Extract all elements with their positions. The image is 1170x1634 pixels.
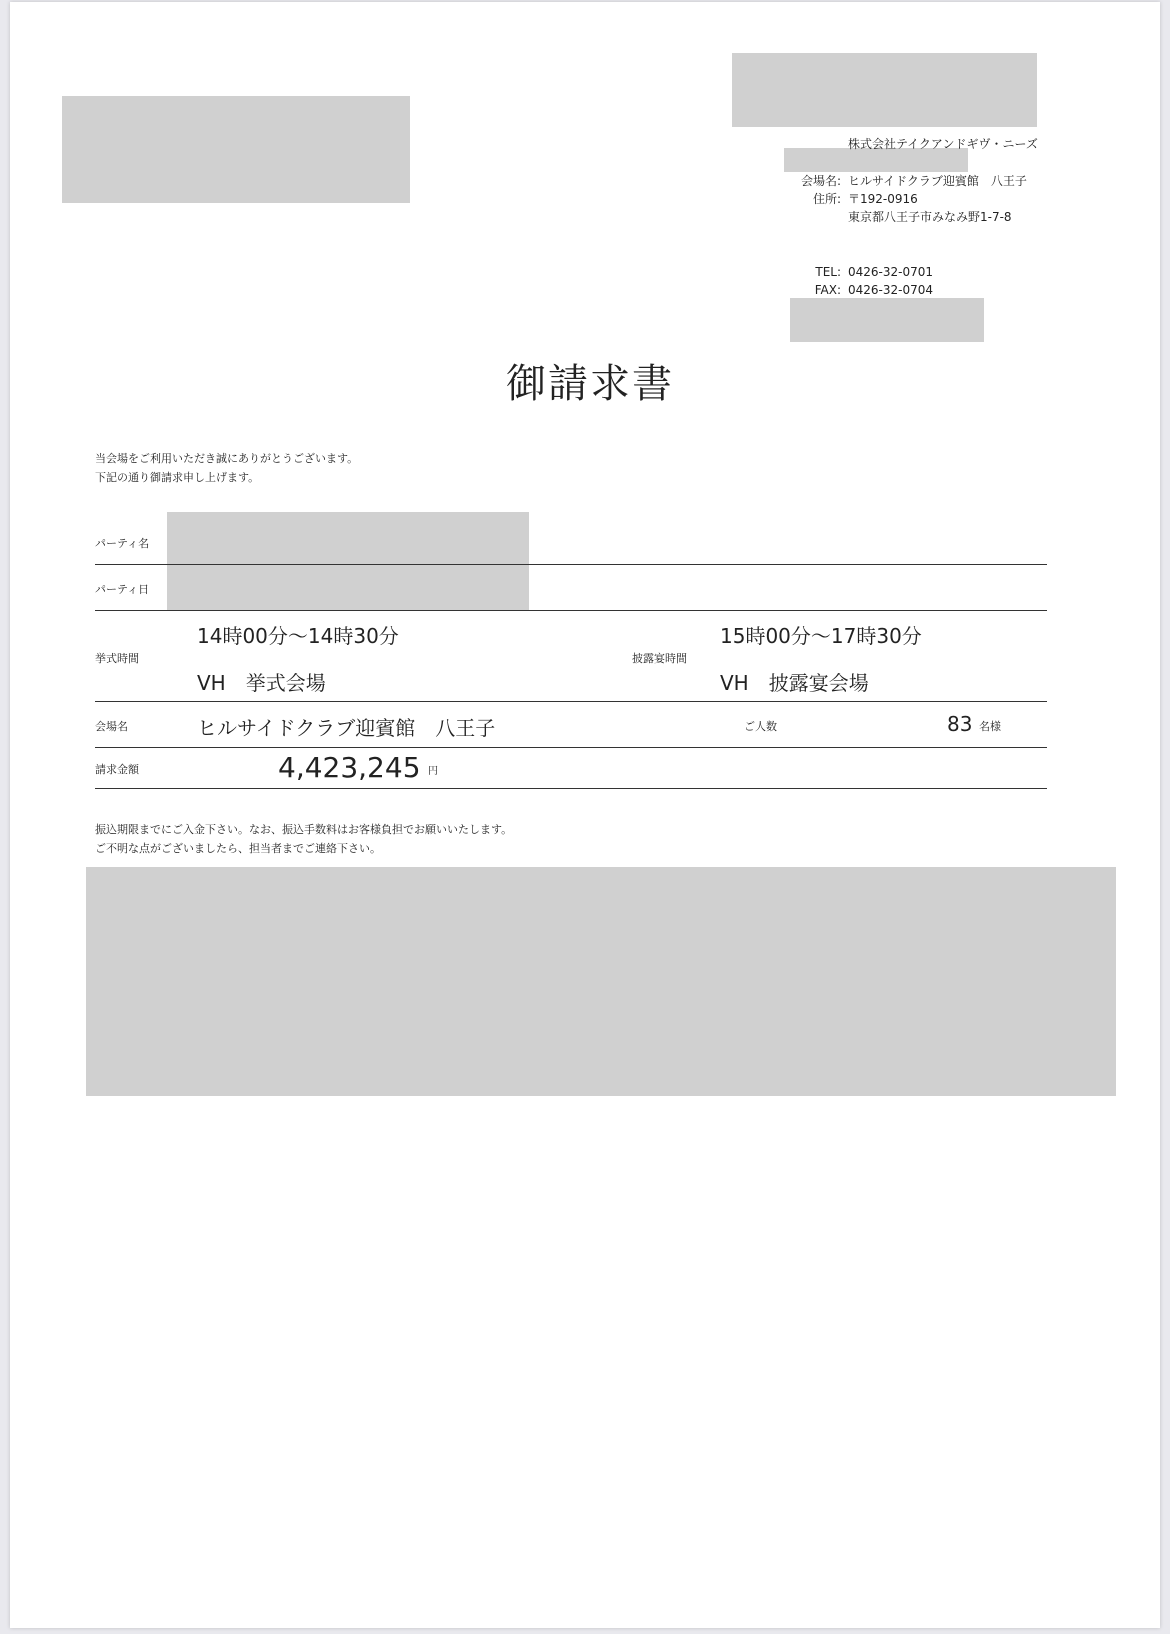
redacted-party-name bbox=[167, 512, 529, 564]
redacted-stamp bbox=[790, 298, 984, 342]
ceremony-time-label: 挙式時間 bbox=[95, 652, 139, 665]
amount-label: 請求金額 bbox=[95, 763, 139, 776]
redacted-logo bbox=[732, 53, 1037, 127]
issuer-fax-label: FAX: bbox=[814, 283, 841, 297]
issuer-address: 東京都八王子市みなみ野1-7-8 bbox=[848, 210, 1012, 224]
amount-unit: 円 bbox=[428, 766, 438, 777]
reception-venue: VH 披露宴会場 bbox=[720, 671, 869, 695]
reception-time: 15時00分〜17時30分 bbox=[720, 624, 922, 648]
redacted-party-date bbox=[167, 565, 529, 610]
note-line-2: ご不明な点がございましたら、担当者までご連絡下さい。 bbox=[95, 842, 381, 855]
rule-party-name bbox=[95, 564, 1047, 565]
intro-line-2: 下記の通り御請求申し上げます。 bbox=[95, 471, 260, 484]
issuer-postal: 〒192-0916 bbox=[848, 192, 918, 206]
party-date-label: パーティ日 bbox=[95, 583, 150, 596]
venue-label: 会場名 bbox=[95, 720, 128, 733]
intro-line-1: 当会場をご利用いただき誠にありがとうございます。 bbox=[95, 452, 359, 465]
guests-count: 83 bbox=[947, 712, 973, 736]
rule-party-date bbox=[95, 610, 1047, 611]
guests-label: ご人数 bbox=[744, 720, 777, 733]
issuer-fax: 0426-32-0704 bbox=[848, 283, 934, 297]
issuer-tel-label: TEL: bbox=[815, 265, 841, 279]
invoice-page bbox=[10, 2, 1160, 1628]
note-line-1: 振込期限までにご入金下さい。なお、振込手数料はお客様負担でお願いいたします。 bbox=[95, 823, 513, 836]
issuer-address-label: 住所: bbox=[812, 192, 841, 206]
rule-amount bbox=[95, 788, 1047, 789]
document-title: 御請求書 bbox=[506, 361, 674, 407]
issuer-venue: ヒルサイドクラブ迎賓館 八王子 bbox=[848, 174, 1027, 188]
issuer-tel: 0426-32-0701 bbox=[848, 265, 934, 279]
reception-time-label: 披露宴時間 bbox=[632, 652, 687, 665]
issuer-company: 株式会社テイクアンドギヴ・ニーズ bbox=[848, 137, 1038, 151]
party-name-label: パーティ名 bbox=[95, 537, 150, 550]
redacted-bank-details bbox=[86, 867, 1116, 1096]
rule-times bbox=[95, 701, 1047, 702]
amount-value: 4,423,245 bbox=[278, 751, 421, 784]
ceremony-time: 14時00分〜14時30分 bbox=[197, 624, 399, 648]
redacted-recipient bbox=[62, 96, 410, 203]
issuer-venue-label: 会場名: bbox=[800, 174, 841, 188]
guests-unit: 名様 bbox=[979, 720, 1001, 733]
rule-venue bbox=[95, 747, 1047, 748]
ceremony-venue: VH 挙式会場 bbox=[197, 671, 326, 695]
venue-value: ヒルサイドクラブ迎賓館 八王子 bbox=[197, 716, 496, 740]
